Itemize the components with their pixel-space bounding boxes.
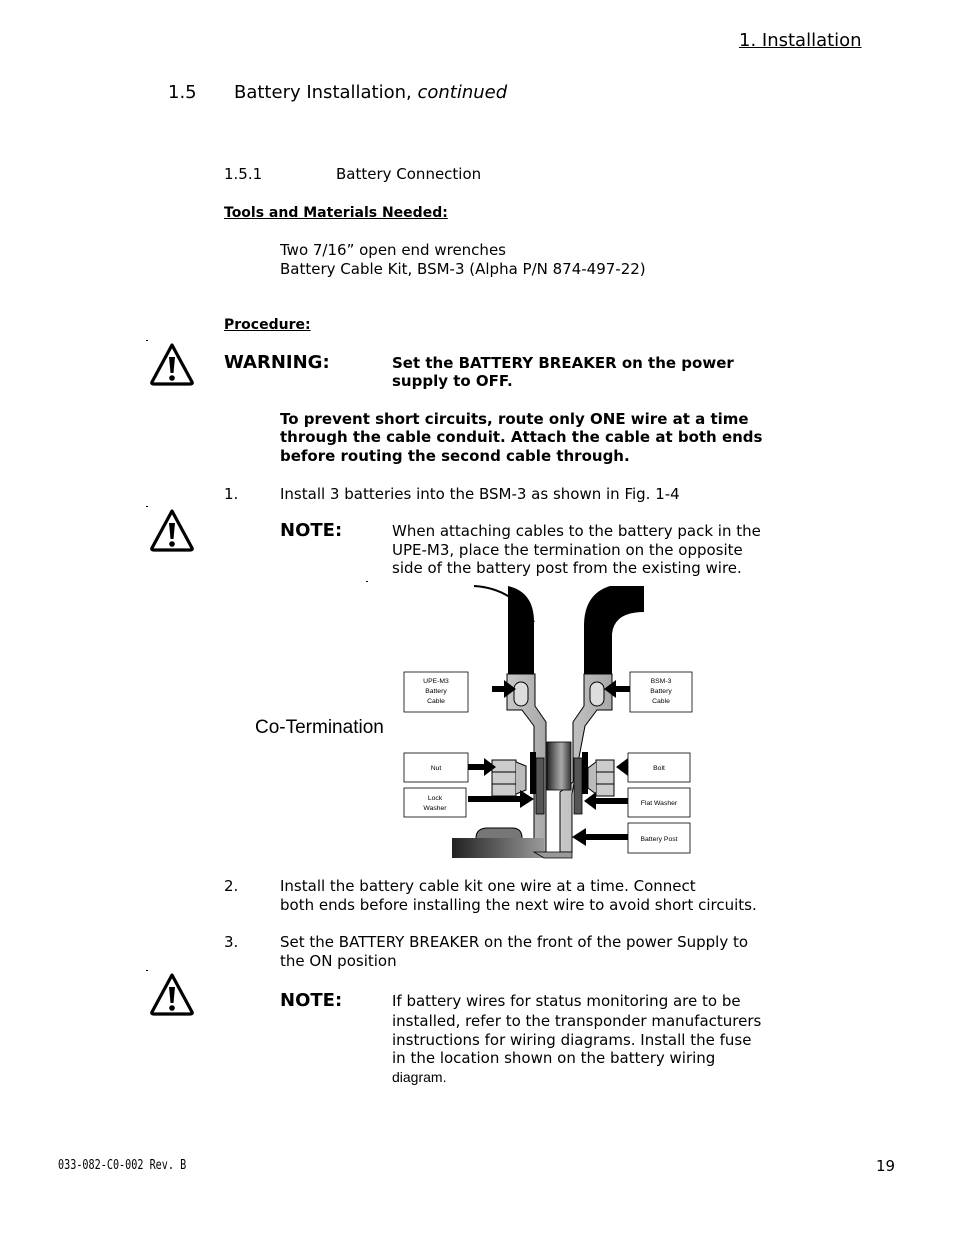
note-2-line-3: instructions for wiring diagrams. Install the fuse — [392, 1031, 752, 1049]
arrow-bolt — [616, 758, 628, 776]
warning-line-2: supply to OFF. — [392, 372, 513, 390]
label-upe-m3-line-3: Cable — [427, 698, 445, 705]
warning-icon — [149, 342, 195, 386]
step-1-number: 1. — [224, 485, 239, 503]
caution-icon — [149, 972, 195, 1016]
step-1-text: Install 3 batteries into the BSM-3 as shown in Fig. 1-4 — [280, 485, 680, 503]
note-1-line-1: When attaching cables to the battery pack in the — [392, 522, 761, 540]
margin-mark — [146, 506, 148, 507]
arrow-battery-post — [572, 828, 628, 846]
label-box-bolt — [628, 753, 690, 782]
tools-item-wrenches: Two 7/16” open end wrenches — [280, 241, 506, 259]
bsm-3-cable-shape — [584, 586, 644, 674]
note-1-line-2: UPE-M3, place the termination on the opposite — [392, 541, 743, 559]
warning-extra-1: To prevent short circuits, route only ONE wire at a time — [280, 410, 749, 428]
label-box-battery-post — [628, 823, 690, 853]
label-box-upe-m3 — [404, 672, 468, 712]
co-termination-diagram — [400, 582, 700, 864]
margin-mark — [366, 581, 368, 582]
subsection-number: 1.5.1 — [224, 165, 263, 183]
label-flat-washer: Flat Washer — [640, 800, 678, 807]
label-bsm-3-line-2: Battery — [650, 688, 672, 695]
page-number: 19 — [876, 1157, 896, 1175]
label-box-lock-washer — [404, 788, 466, 817]
warning-extra-2: through the cable conduit. Attach the cable at both ends — [280, 428, 763, 446]
label-bsm-3-line-3: Cable — [652, 698, 670, 705]
label-nut: Nut — [430, 765, 442, 772]
margin-mark — [146, 340, 148, 341]
figure-caption: Co-Termination — [255, 717, 384, 738]
label-lock-washer-line-2: Washer — [423, 805, 447, 812]
section-title — [234, 82, 507, 103]
label-box-nut — [404, 753, 468, 782]
caution-icon — [149, 508, 195, 552]
tools-item-cable-kit: Battery Cable Kit, BSM-3 (Alpha P/N 874-497-22) — [280, 260, 646, 278]
step-2-line-1: Install the battery cable kit one wire at a time. Connect — [280, 877, 696, 895]
warning-extra-3: before routing the second cable through. — [280, 447, 630, 465]
section-number: 1.5 — [168, 82, 197, 103]
label-bsm-3-line-1: BSM-3 — [650, 678, 672, 685]
margin-mark — [146, 970, 148, 971]
chapter-header: 1. Installation — [739, 30, 862, 51]
step-2-line-2: both ends before installing the next wire to avoid short circuits. — [280, 896, 757, 914]
label-lock-washer-line-1: Lock — [427, 795, 443, 802]
warning-line-1: Set the BATTERY BREAKER on the power — [392, 354, 734, 372]
subsection-title: Battery Connection — [336, 165, 482, 183]
note-1-label: NOTE: — [280, 520, 343, 541]
note-2-label: NOTE: — [280, 990, 343, 1011]
warning-label: WARNING: — [224, 352, 330, 373]
step-3-line-2: the ON position — [280, 952, 397, 970]
note-2-line-1: If battery wires for status monitoring are to be — [392, 992, 741, 1010]
label-battery-post: Battery Post — [640, 836, 678, 843]
label-upe-m3-line-1: UPE-M3 — [423, 678, 449, 685]
label-box-bsm-3 — [630, 672, 692, 712]
note-2-line-4: in the location shown on the battery wiring — [392, 1049, 716, 1067]
note-2-line-2: installed, refer to the transponder manufacturers — [392, 1012, 762, 1030]
upe-m3-cable-shape — [474, 586, 534, 674]
tools-heading: Tools and Materials Needed: — [224, 205, 448, 221]
label-upe-m3-line-2: Battery — [425, 688, 447, 695]
battery-post-base — [452, 828, 572, 858]
note-1-line-3: side of the battery post from the existing wire. — [392, 559, 742, 577]
section-title-italic: continued — [417, 82, 508, 103]
document-number: 033-082-C0-002 Rev. B — [58, 1158, 187, 1173]
section-title-text: Battery Installation, — [234, 82, 418, 103]
step-3-number: 3. — [224, 933, 239, 951]
note-2-line-5: diagram. — [392, 1069, 447, 1085]
step-2-number: 2. — [224, 877, 239, 895]
step-3-line-1: Set the BATTERY BREAKER on the front of the power Supply to — [280, 933, 749, 951]
label-bolt: Bolt — [653, 765, 665, 772]
label-box-flat-washer — [628, 788, 690, 817]
bolt-head-shape — [588, 760, 614, 796]
procedure-heading: Procedure: — [224, 317, 311, 333]
